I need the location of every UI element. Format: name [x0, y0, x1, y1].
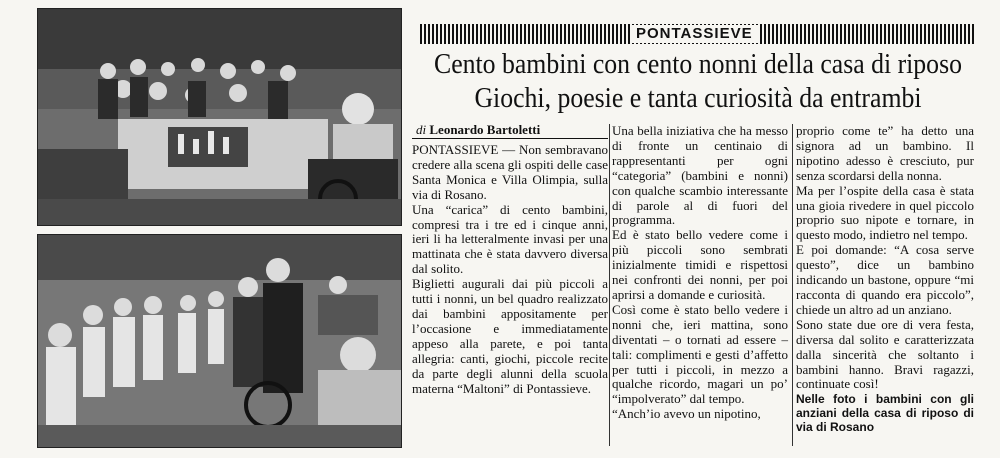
article-column-3 — [796, 124, 974, 434]
article-column-2 — [612, 124, 788, 422]
paragraph: Una “carica” di cento bambini, compresi tra i tre ed i cinque anni, ieri li ha letteralmente invasi per una mattinata che è stata davvero diversa dal solito. — [412, 201, 608, 277]
paragraph: Così come è stato bello vedere i nonni che, ieri mattina, sono diventati – o tornati ad essere – tali: complimenti e gesti d’affetto per tutti i piccoli, in mezzo a qualche ricordo, magari un po’ “impolverato” dal tempo. — [612, 301, 788, 407]
byline-prefix: di — [416, 122, 427, 137]
paragraph: “Anch’io avevo un nipotino, — [612, 406, 761, 422]
photo-children-with-elderly-table — [37, 8, 402, 226]
section-label: PONTASSIEVE — [630, 25, 759, 43]
byline-author: Leonardo Bartoletti — [429, 122, 541, 137]
paragraph: PONTASSIEVE — Non sembravano credere alla scena gli ospiti delle case Santa Monica e Villa Olimpia, sulla via di Rosano. — [412, 142, 608, 202]
photo-caption: Nelle foto i bambini con gli anziani della casa di riposo di via di Rosano — [796, 392, 974, 435]
article-column-1 — [412, 143, 608, 396]
byline-rule — [412, 138, 608, 139]
paragraph: proprio come te” ha detto una signora ad un bambino. Il nipotino adesso è cresciuto, pur senza scordarsi della nonna. — [796, 123, 974, 183]
column-divider — [609, 124, 610, 446]
paragraph: Ma per l’ospite della casa è stata una gioia rivedere in quel piccolo proprio suo nipote e tornare, in questo modo, indietro nel tempo. — [796, 182, 974, 243]
column-divider — [792, 124, 793, 446]
paragraph: Biglietti augurali dai più piccoli a tutti i nonni, un bel quadro realizzato dai bambini appositamente per l’occasione e immediatamente appeso alla parete, e poi tanta allegria: canti, giochi, piccole recite da parte degli alunni della scuola materna “Maltoni” di Pontassieve. — [412, 276, 608, 396]
byline — [416, 122, 608, 138]
paragraph: E poi domande: “A cosa serve questo”, dice un bambino indicando un bastone, oppure “mi racconta di quando era piccolo”, chiede un altro ad un anziano. — [796, 242, 974, 317]
headline — [433, 48, 963, 116]
headline-line-2: Giochi, poesie e tanta curiosità da entrambi — [474, 83, 922, 114]
photo-children-with-elderly-wheelchair — [37, 234, 402, 448]
section-banner — [420, 24, 974, 44]
paragraph: Ed è stato bello vedere come i più piccoli sono sembrati inizialmente timidi e rispettosi nei confronti dei nonni, per poi aprirsi a domande e curiosità. — [612, 227, 788, 302]
paragraph: Sono state due ore di vera festa, diversa dal solito e caratterizzata dalla sincerità che soltanto i bambini hanno. Bravi ragazzi, continuate così! — [796, 316, 974, 392]
paragraph: Una bella iniziativa che ha messo di fronte un centinaio di rappresentanti per ogni “categoria” (bambini e nonni) con qualche scambio interessante di parole al di fuori del programma. — [612, 123, 788, 228]
headline-line-1: Cento bambini con cento nonni della casa di riposo — [434, 49, 962, 80]
